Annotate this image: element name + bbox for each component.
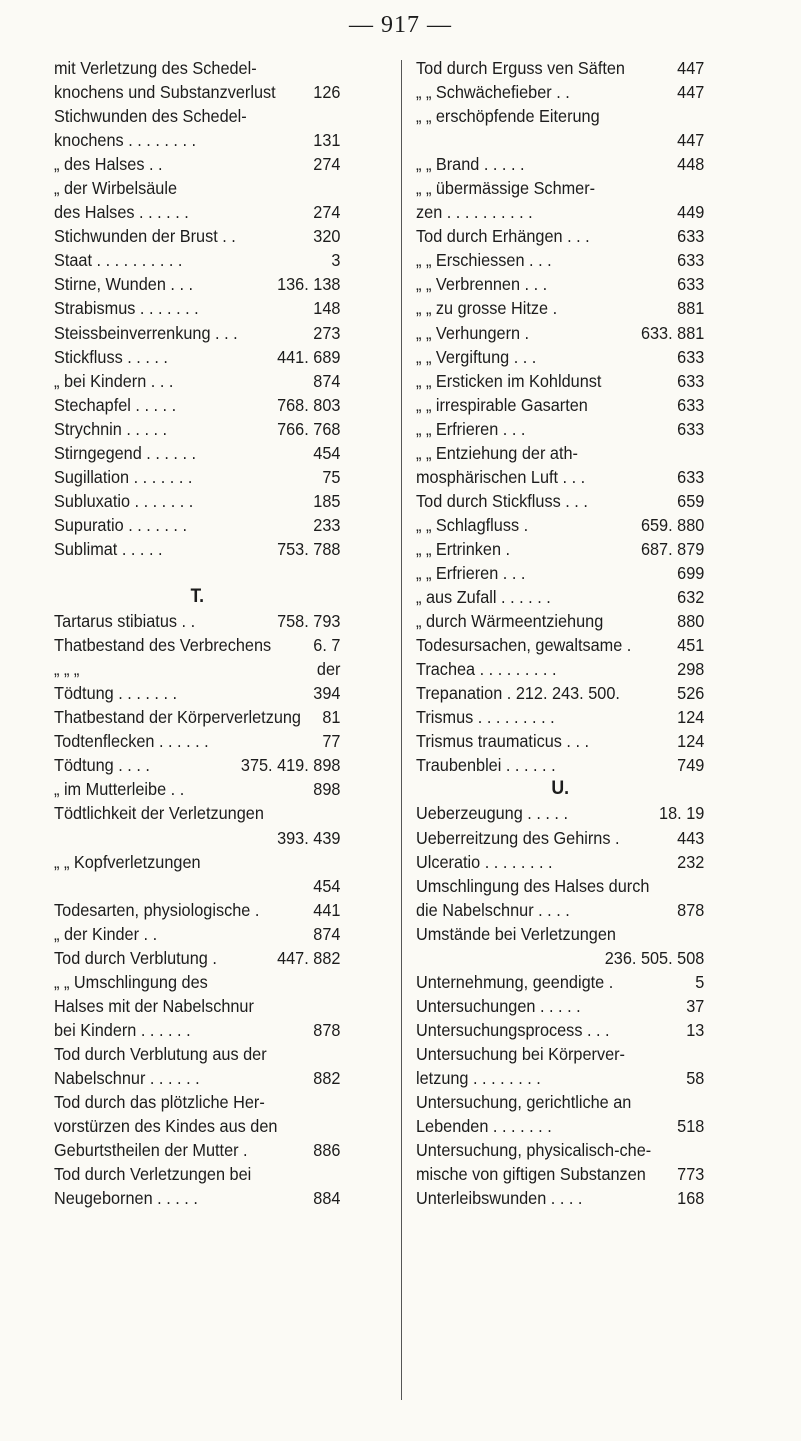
entry-pages: 233 (313, 514, 341, 535)
index-entry (416, 729, 704, 753)
index-entry (54, 224, 340, 248)
index-entry (54, 1162, 340, 1186)
entry-pages: 13 (686, 1019, 705, 1040)
page-number-header: — 917 — (349, 12, 452, 38)
entry-term: „ aus Zufall . . . . . . (416, 587, 551, 608)
index-entry (416, 465, 704, 489)
index-entry (54, 922, 340, 946)
entry-term: Untersuchungsprocess . . . (416, 1019, 610, 1040)
index-entry (416, 1066, 704, 1090)
entry-term: T. (190, 586, 205, 608)
entry-term: Lebenden . . . . . . . (416, 1116, 552, 1137)
index-entry (54, 657, 340, 681)
entry-term: Tod durch Erguss ven Säften (416, 58, 625, 78)
entry-term: Unterleibswunden . . . . (416, 1188, 583, 1209)
entry-term: Halses mit der Nabelschnur (54, 995, 254, 1016)
entry-pages (701, 1090, 705, 1114)
index-entry (416, 1042, 704, 1066)
index-entry (416, 801, 704, 825)
index-entry (416, 1018, 704, 1042)
index-entry (54, 345, 340, 369)
entry-pages (337, 850, 341, 874)
entry-pages (701, 104, 705, 128)
entry-term: Neugebornen . . . . . (54, 1188, 198, 1209)
index-entry (54, 513, 340, 537)
index-entry (54, 946, 340, 970)
entry-term: „ „ Brand . . . . . (416, 154, 525, 175)
index-entry (54, 80, 340, 104)
entry-pages: 449 (677, 202, 705, 223)
entry-term: Todesarten, physiologische . (54, 899, 260, 920)
entry-pages (337, 994, 341, 1018)
entry-pages: 447. 882 (277, 947, 341, 968)
entry-term: Thatbestand der Körperverletzung (54, 707, 301, 728)
entry-pages: 320 (313, 226, 341, 247)
entry-pages: 518 (677, 1116, 705, 1137)
index-entry (54, 321, 340, 345)
entry-term: Todesursachen, gewaltsame . (416, 635, 632, 656)
entry-term: Trepanation . 212. 243. 500. (416, 683, 620, 704)
entry-term: Tödtlichkeit der Verletzungen (54, 803, 264, 824)
entry-term: Ulceratio . . . . . . . . (416, 851, 553, 872)
entry-pages: 874 (313, 923, 341, 944)
entry-term: U. (551, 778, 569, 800)
entry-pages: 447 (677, 58, 705, 78)
entry-term: Tod durch Stickfluss . . . (416, 490, 588, 511)
entry-pages: 881 (677, 298, 705, 319)
index-entry (416, 200, 704, 224)
index-entry (416, 994, 704, 1018)
entry-term: „ „ „ (54, 659, 80, 680)
entry-pages: 632 (677, 587, 705, 608)
entry-pages: 298 (677, 659, 705, 680)
entry-pages: 773 (677, 1164, 705, 1185)
entry-pages: 766. 768 (277, 418, 341, 439)
entry-term: „ „ Ersticken im Kohldunst (416, 370, 602, 391)
entry-pages: 878 (677, 899, 705, 920)
entry-term: Stechapfel . . . . . (54, 394, 177, 415)
entry-term: bei Kindern . . . . . . (54, 1019, 191, 1040)
entry-term: Untersuchung bei Körperver- (416, 1043, 625, 1064)
index-entry (54, 489, 340, 513)
entry-term: „ „ Verbrennen . . . (416, 274, 548, 295)
index-entry (54, 801, 340, 825)
entry-term: Trismus . . . . . . . . . (416, 707, 555, 728)
index-entry (54, 200, 340, 224)
entry-pages: 124 (677, 707, 705, 728)
entry-pages (337, 1114, 341, 1138)
index-entry (416, 633, 704, 657)
entry-pages (701, 176, 705, 200)
entry-term: Tod durch Verblutung aus der (54, 1043, 267, 1064)
entry-term: die Nabelschnur . . . . (416, 899, 570, 920)
entry-pages (337, 801, 341, 825)
entry-term: Geburtstheilen der Mutter . (54, 1140, 248, 1161)
index-entry (416, 176, 704, 200)
entry-pages: 274 (313, 154, 341, 175)
entry-pages: 880 (677, 611, 705, 632)
index-entry (416, 850, 704, 874)
entry-pages: 874 (313, 370, 341, 391)
entry-pages: 753. 788 (277, 538, 341, 559)
entry-term: Stirne, Wunden . . . (54, 274, 194, 295)
index-entry (54, 826, 340, 850)
entry-term: „ durch Wärmeentziehung (416, 611, 604, 632)
index-entry (416, 537, 704, 561)
entry-pages: 393. 439 (277, 827, 341, 848)
entry-term: „ des Halses . . (54, 154, 163, 175)
index-entry (54, 681, 340, 705)
entry-term: Strychnin . . . . . (54, 418, 168, 439)
entry-pages: 633 (677, 418, 705, 439)
index-entry (54, 128, 340, 152)
index-column-right (416, 56, 704, 1210)
index-entry (54, 152, 340, 176)
entry-pages: 758. 793 (277, 611, 341, 632)
entry-pages: 633 (677, 250, 705, 271)
index-entry (54, 465, 340, 489)
entry-pages: 273 (313, 322, 341, 343)
entry-pages (337, 104, 341, 128)
entry-term: Steissbeinverrenkung . . . (54, 322, 238, 343)
entry-term: Ueberreitzung des Gehirns . (416, 827, 620, 848)
entry-pages: 136. 138 (277, 274, 341, 295)
index-entry (416, 609, 704, 633)
entry-term: Umstände bei Verletzungen (416, 923, 616, 944)
index-entry (416, 585, 704, 609)
entry-term: Tod durch Verblutung . (54, 947, 217, 968)
entry-term: Tartarus stibiatus . . (54, 611, 196, 632)
letter-heading (54, 585, 340, 609)
spacer (54, 561, 340, 585)
entry-pages (337, 1162, 341, 1186)
entry-pages: 232 (677, 851, 705, 872)
entry-pages: 447 (677, 82, 705, 103)
index-entry (416, 417, 704, 441)
entry-term: „ „ erschöpfende Eiterung (416, 106, 600, 127)
entry-pages (337, 1090, 341, 1114)
entry-pages: 633 (677, 466, 705, 487)
index-entry (54, 1042, 340, 1066)
index-entry (54, 994, 340, 1018)
index-entry (54, 272, 340, 296)
entry-pages: 526 (677, 683, 705, 704)
entry-pages: 749 (677, 755, 705, 776)
entry-pages: 633 (677, 274, 705, 295)
entry-pages: 441 (313, 899, 341, 920)
letter-heading (416, 777, 704, 801)
entry-pages: 451 (677, 635, 705, 656)
entry-pages (337, 56, 341, 80)
index-entry (416, 321, 704, 345)
index-entry (416, 224, 704, 248)
entry-term: Umschlingung des Halses durch (416, 875, 650, 896)
index-entry (416, 826, 704, 850)
index-entry (54, 104, 340, 128)
index-entry (54, 296, 340, 320)
entry-term: mosphärischen Luft . . . (416, 466, 586, 487)
entry-term: Tödtung . . . . (54, 755, 150, 776)
index-entry (416, 296, 704, 320)
entry-pages: 898 (313, 779, 341, 800)
entry-pages: der (316, 659, 341, 680)
index-entry (416, 489, 704, 513)
index-entry (416, 104, 704, 128)
index-entry (416, 946, 704, 970)
index-entry (416, 152, 704, 176)
entry-pages: 58 (686, 1067, 705, 1088)
entry-pages: 633 (677, 370, 705, 391)
entry-pages (337, 176, 341, 200)
index-entry (54, 176, 340, 200)
entry-term: Tödtung . . . . . . . (54, 683, 178, 704)
entry-pages (701, 922, 705, 946)
entry-pages: 168 (677, 1188, 705, 1209)
entry-pages: 274 (313, 202, 341, 223)
index-entry (416, 681, 704, 705)
entry-pages: 185 (313, 490, 341, 511)
entry-pages: 454 (313, 442, 341, 463)
index-entry (416, 1138, 704, 1162)
entry-pages: 3 (331, 250, 341, 271)
index-entry (416, 1090, 704, 1114)
entry-pages: 768. 803 (277, 394, 341, 415)
index-entry (54, 753, 340, 777)
entry-term: „ „ übermässige Schmer- (416, 178, 596, 199)
index-entry (416, 248, 704, 272)
index-entry (416, 441, 704, 465)
index-entry (416, 513, 704, 537)
entry-term: Supuratio . . . . . . . (54, 514, 187, 535)
entry-pages: 699 (677, 562, 705, 583)
index-column-left (54, 56, 340, 1210)
index-entry (416, 874, 704, 898)
entry-term: „ „ Umschlingung des (54, 971, 208, 992)
entry-pages: 633 (677, 394, 705, 415)
index-entry (416, 898, 704, 922)
entry-pages: 236. 505. 508 (604, 947, 705, 968)
entry-term: Tod durch Erhängen . . . (416, 226, 590, 247)
index-entry (416, 657, 704, 681)
entry-term: „ „ Schlagfluss . (416, 514, 529, 535)
entry-term: Sublimat . . . . . (54, 538, 163, 559)
entry-pages: 441. 689 (277, 346, 341, 367)
entry-term: „ der Wirbelsäule (54, 178, 178, 199)
index-entry (54, 777, 340, 801)
entry-term: Staat . . . . . . . . . . (54, 250, 183, 271)
index-entry (54, 441, 340, 465)
entry-term: Stichwunden der Brust . . (54, 226, 236, 247)
index-entry (54, 729, 340, 753)
entry-pages: 75 (322, 466, 341, 487)
entry-term: Trachea . . . . . . . . . (416, 659, 557, 680)
index-entry (416, 393, 704, 417)
index-entry (54, 417, 340, 441)
entry-term: „ „ Verhungern . (416, 322, 530, 343)
entry-term: letzung . . . . . . . . (416, 1067, 541, 1088)
entry-term: „ „ Ertrinken . (416, 538, 511, 559)
index-entry (416, 922, 704, 946)
entry-pages: 884 (313, 1188, 341, 1209)
entry-pages: 37 (686, 995, 705, 1016)
entry-term: Untersuchungen . . . . . (416, 995, 581, 1016)
entry-term: Tod durch Verletzungen bei (54, 1164, 252, 1185)
entry-term: Stickfluss . . . . . (54, 346, 168, 367)
entry-pages (701, 874, 705, 898)
entry-term: des Halses . . . . . . (54, 202, 189, 223)
entry-pages (337, 970, 341, 994)
entry-pages: 443 (677, 827, 705, 848)
entry-term: knochens . . . . . . . . (54, 130, 197, 151)
entry-term: Sugillation . . . . . . . (54, 466, 193, 487)
entry-pages: 633 (677, 346, 705, 367)
entry-term: Ueberzeugung . . . . . (416, 803, 568, 824)
entry-term: „ „ irrespirable Gasarten (416, 394, 588, 415)
entry-pages: 448 (677, 154, 705, 175)
entry-term: knochens und Substanzverlust (54, 82, 276, 103)
entry-term: „ „ Vergiftung . . . (416, 346, 537, 367)
index-entry (416, 345, 704, 369)
entry-term: „ „ Entziehung der ath- (416, 442, 578, 463)
index-entry (54, 56, 340, 80)
entry-term: „ „ Erfrieren . . . (416, 418, 526, 439)
index-entry (416, 1162, 704, 1186)
index-entry (54, 248, 340, 272)
entry-pages: 454 (313, 875, 341, 896)
entry-pages: 126 (313, 82, 341, 103)
index-entry (54, 369, 340, 393)
index-entry (54, 537, 340, 561)
entry-term: Stichwunden des Schedel- (54, 106, 247, 127)
entry-pages: 5 (695, 971, 705, 992)
entry-pages: 18. 19 (659, 803, 705, 824)
index-entry (54, 633, 340, 657)
entry-term: Strabismus . . . . . . . (54, 298, 199, 319)
index-entry (54, 609, 340, 633)
entry-term: mische von giftigen Substanzen (416, 1164, 646, 1185)
entry-term: mit Verletzung des Schedel- (54, 58, 257, 78)
index-entry (416, 80, 704, 104)
entry-pages: 633 (677, 226, 705, 247)
entry-pages: 878 (313, 1019, 341, 1040)
index-entry (54, 1114, 340, 1138)
entry-term: „ „ zu grosse Hitze . (416, 298, 558, 319)
index-entry (416, 272, 704, 296)
index-entry (54, 1066, 340, 1090)
entry-pages: 659. 880 (640, 514, 705, 535)
entry-term: Unternehmung, geendigte . (416, 971, 614, 992)
entry-pages: 6. 7 (313, 635, 341, 656)
entry-term: Nabelschnur . . . . . . (54, 1067, 200, 1088)
entry-pages: 77 (322, 731, 341, 752)
entry-term: Trismus traumaticus . . . (416, 731, 590, 752)
entry-term: Untersuchung, physicalisch-che- (416, 1140, 652, 1161)
index-entry (416, 753, 704, 777)
entry-pages: 882 (313, 1067, 341, 1088)
entry-term: Tod durch das plötzliche Her- (54, 1092, 265, 1113)
index-entry (54, 393, 340, 417)
entry-pages (337, 1042, 341, 1066)
index-entry (54, 1090, 340, 1114)
entry-term: Untersuchung, gerichtliche an (416, 1092, 632, 1113)
index-entry (54, 1138, 340, 1162)
index-entry (54, 705, 340, 729)
index-entry (54, 1186, 340, 1210)
entry-term: Thatbestand des Verbrechens (54, 635, 272, 656)
entry-term: „ der Kinder . . (54, 923, 158, 944)
entry-term: Traubenblei . . . . . . (416, 755, 556, 776)
index-entry (54, 850, 340, 874)
entry-term: „ „ Erfrieren . . . (416, 562, 526, 583)
entry-pages: 375. 419. 898 (240, 755, 341, 776)
entry-term: Subluxatio . . . . . . . (54, 490, 194, 511)
index-entry (416, 970, 704, 994)
entry-pages: 659 (677, 490, 705, 511)
index-entry (54, 874, 340, 898)
entry-term: „ „ Kopfverletzungen (54, 851, 201, 872)
entry-pages (701, 441, 705, 465)
entry-pages: 687. 879 (640, 538, 705, 559)
index-entry (54, 970, 340, 994)
entry-term: „ „ Erschiessen . . . (416, 250, 552, 271)
index-entry (416, 1186, 704, 1210)
entry-pages (701, 1042, 705, 1066)
index-entry (416, 561, 704, 585)
entry-pages: 394 (313, 683, 341, 704)
entry-term: Stirngegend . . . . . . (54, 442, 197, 463)
index-entry (416, 128, 704, 152)
entry-pages: 633. 881 (640, 322, 705, 343)
entry-pages (701, 1138, 705, 1162)
entry-pages: 81 (322, 707, 341, 728)
index-entry (416, 369, 704, 393)
entry-term: „ „ Schwächefieber . . (416, 82, 570, 103)
entry-pages: 148 (313, 298, 341, 319)
entry-term: „ bei Kindern . . . (54, 370, 174, 391)
entry-pages: 447 (677, 130, 705, 151)
column-divider (401, 60, 402, 1400)
index-entry (416, 705, 704, 729)
entry-term: zen . . . . . . . . . . (416, 202, 533, 223)
entry-term: Todtenflecken . . . . . . (54, 731, 209, 752)
index-entry (54, 898, 340, 922)
entry-pages: 124 (677, 731, 705, 752)
index-entry (416, 1114, 704, 1138)
index-entry (54, 1018, 340, 1042)
entry-term: vorstürzen des Kindes aus den (54, 1116, 278, 1137)
entry-pages: 886 (313, 1140, 341, 1161)
entry-pages: 131 (313, 130, 341, 151)
index-entry (416, 56, 704, 80)
entry-term: „ im Mutterleibe . . (54, 779, 185, 800)
